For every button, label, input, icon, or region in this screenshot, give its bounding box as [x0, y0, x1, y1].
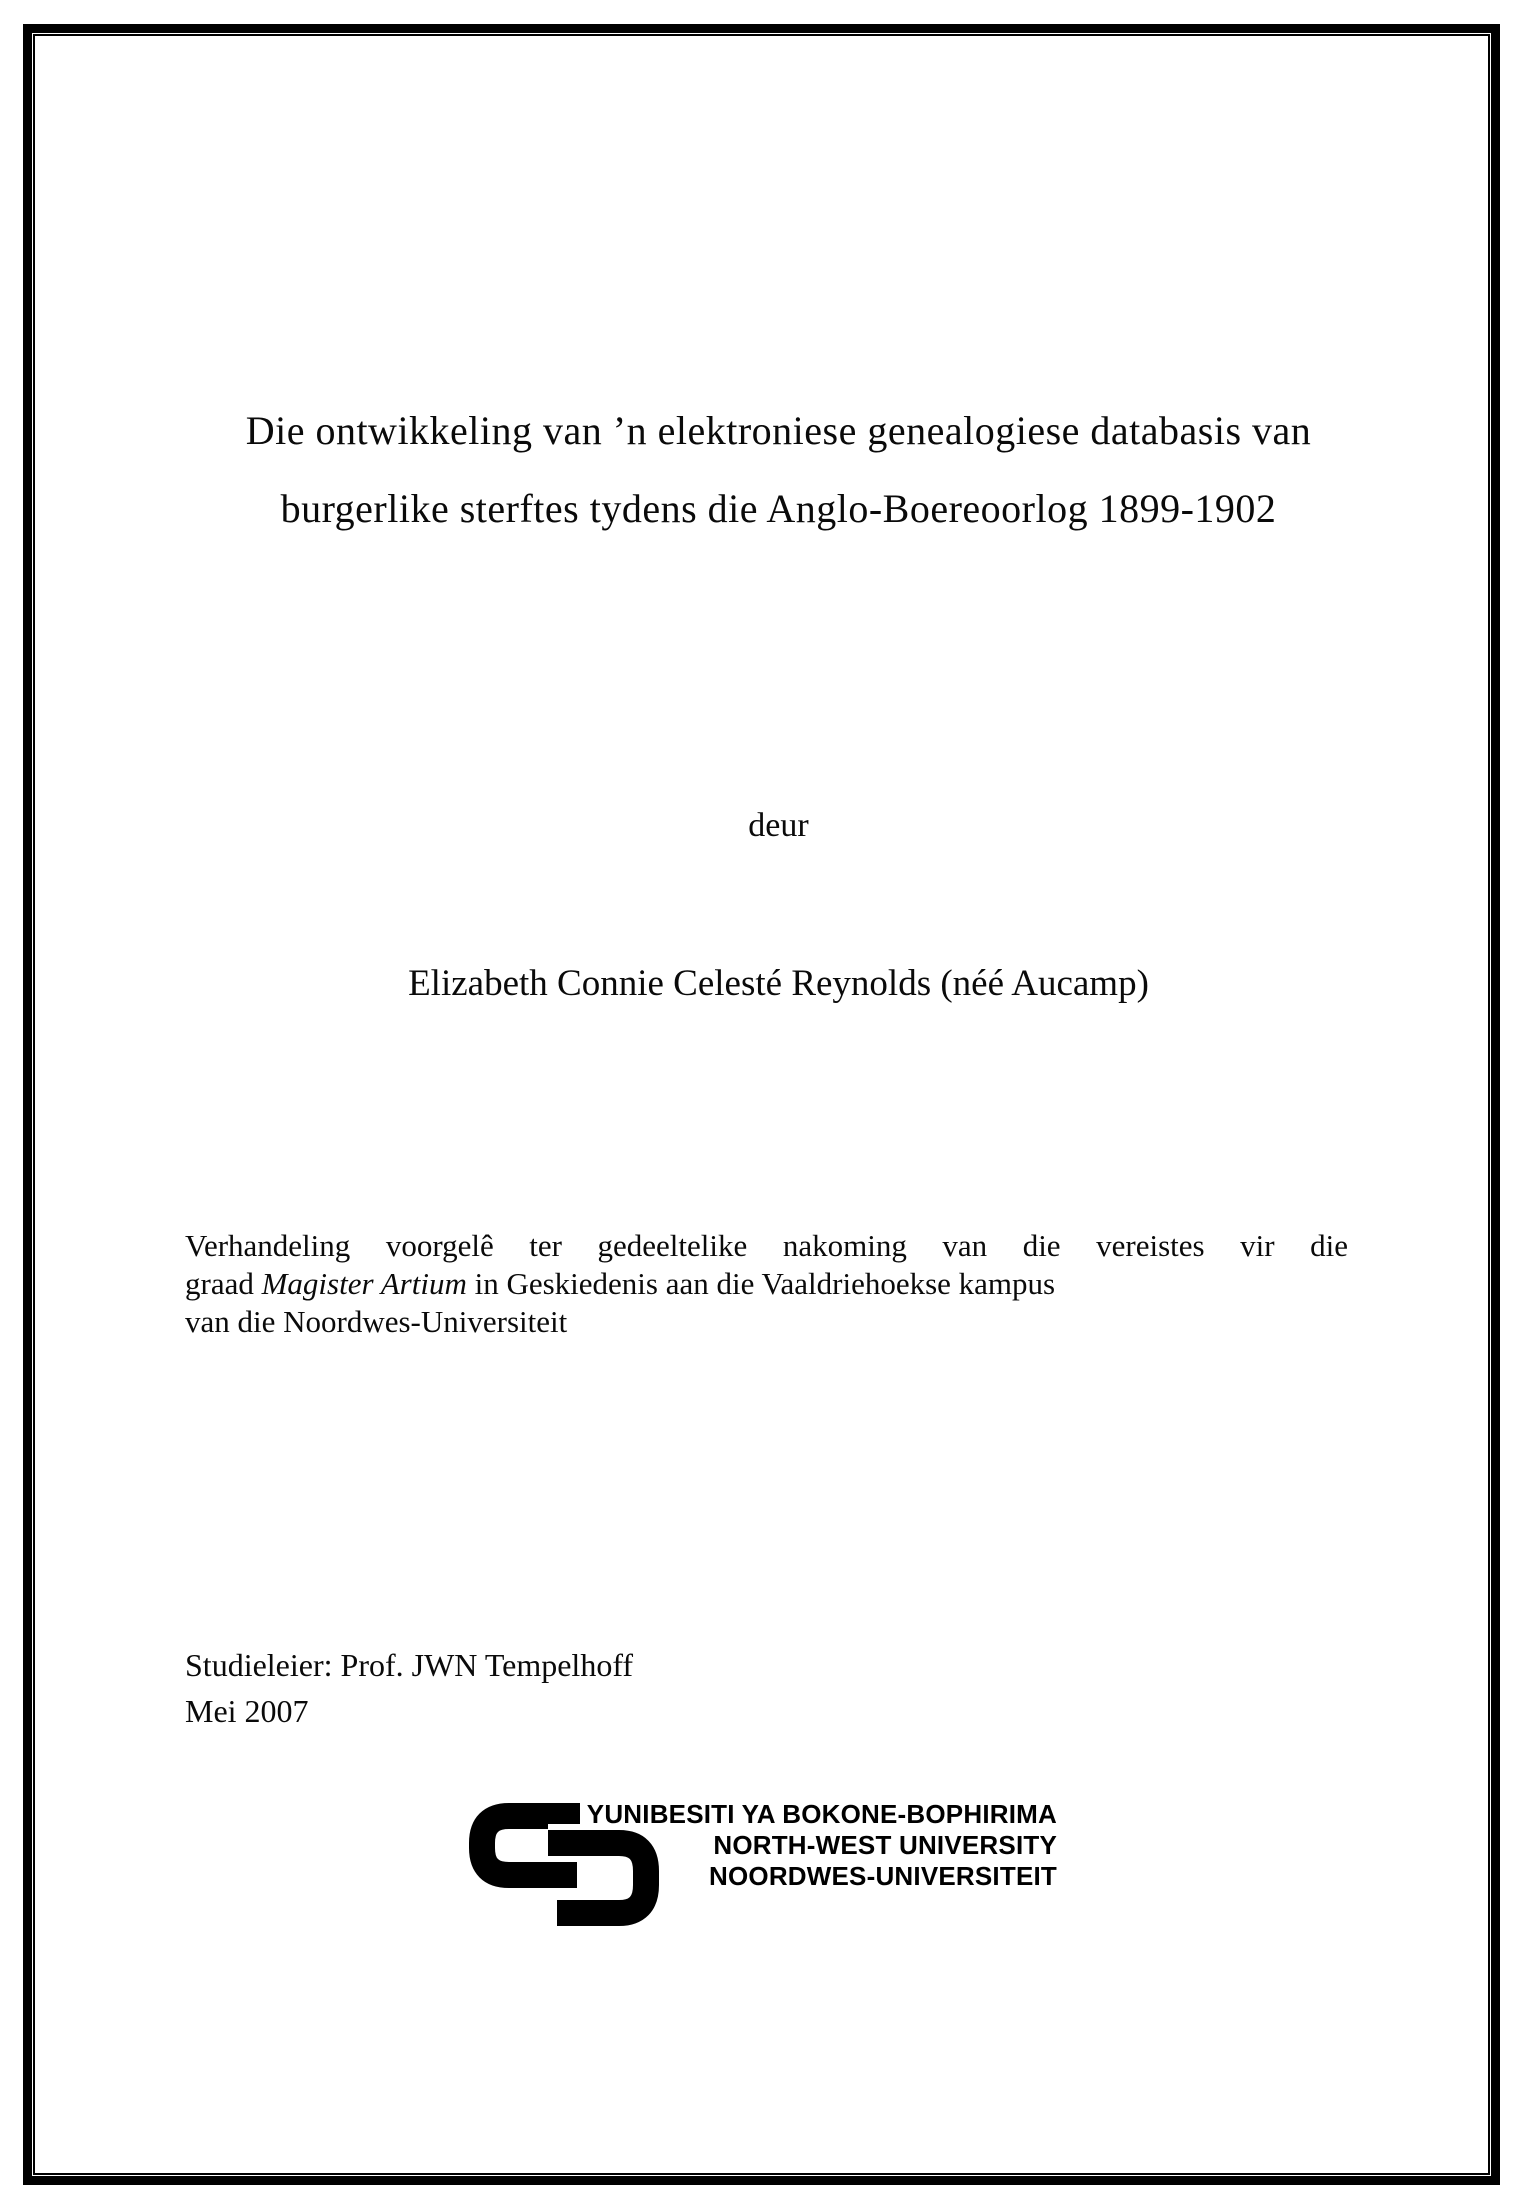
- degree-statement-line2-post: in Geskiedenis aan die Vaaldriehoekse kampus: [466, 1266, 1056, 1301]
- degree-name-italic: Magister Artium: [261, 1266, 467, 1301]
- thesis-title: [60, 392, 1497, 548]
- thesis-title-line1: Die ontwikkeling van ’n elektroniese genealogiese databasis van: [245, 408, 1312, 453]
- logo-text-line2: NORTH-WEST UNIVERSITY: [713, 1830, 1057, 1860]
- university-wordmark: [577, 1799, 1057, 1892]
- thesis-title-line2: burgerlike sterftes tydens die Anglo-Boereoorlog 1899-1902: [280, 486, 1277, 531]
- degree-statement-line2: [185, 1265, 1348, 1303]
- date-line: Mei 2007: [185, 1693, 309, 1729]
- logo-text-line3: NOORDWES-UNIVERSITEIT: [709, 1861, 1057, 1891]
- degree-statement-line3: van die Noordwes-Universiteit: [185, 1304, 568, 1339]
- supervisor-block: [185, 1642, 633, 1734]
- degree-statement-line2-pre: graad: [185, 1266, 262, 1301]
- supervisor-line: Studieleier: Prof. JWN Tempelhoff: [185, 1647, 634, 1683]
- author-name: Elizabeth Connie Celesté Reynolds (néé Aucamp): [408, 963, 1149, 1004]
- degree-statement-line1: Verhandeling voorgelê ter gedeeltelike nakoming van die vereistes vir die: [185, 1228, 1348, 1263]
- degree-statement: [185, 1227, 1348, 1341]
- logo-text-line1: YUNIBESITI YA BOKONE-BOPHIRIMA: [586, 1799, 1057, 1829]
- by-label: deur: [748, 807, 809, 844]
